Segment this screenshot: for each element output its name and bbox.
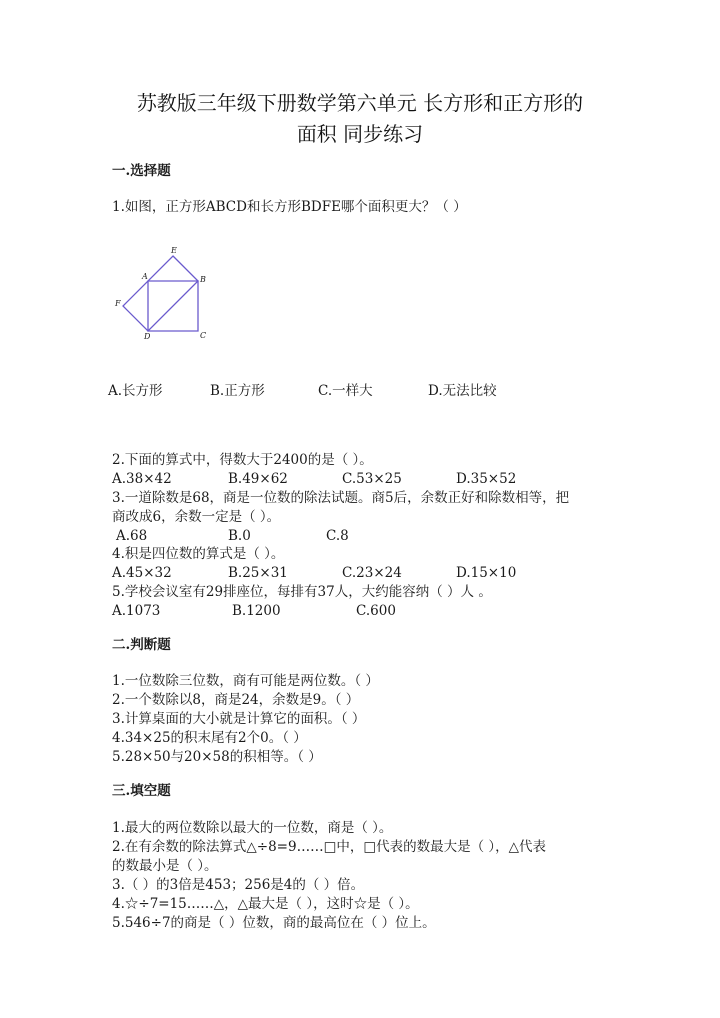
question-4-text: 4.积是四位数的算式是（ ）。: [112, 546, 285, 562]
q3-option-b: B.0: [228, 528, 251, 544]
judge-item-4: 4.34×25的积末尾有2个0。（ ）: [112, 730, 307, 746]
fill-item-2-continued: 的数最小是（ ）。: [112, 858, 218, 874]
q3-option-a: A.68: [116, 528, 148, 544]
fill-item-1: 1.最大的两位数除以最大的一位数，商是（ ）。: [112, 820, 393, 836]
q2-option-b: B.49×62: [228, 471, 288, 487]
q1-option-d: D.无法比较: [428, 383, 497, 399]
fill-item-3: 3.（ ）的3倍是453；256是4的（ ）倍。: [112, 877, 365, 893]
judge-item-5: 5.28×50与20×58的积相等。（ ）: [112, 749, 322, 765]
q2-option-a: A.38×42: [112, 471, 172, 487]
q2-option-c: C.53×25: [342, 471, 402, 487]
title-line-1: 苏教版三年级下册数学第六单元 长方形和正方形的: [136, 91, 584, 115]
q4-option-c: C.23×24: [342, 565, 402, 581]
question-1-text: 1.如图，正方形ABCD和长方形BDFE哪个面积更大？（ ）: [112, 199, 467, 215]
label-d: D: [144, 332, 151, 341]
label-b: B: [200, 275, 206, 284]
question-2-text: 2.下面的算式中，得数大于2400的是（ ）。: [112, 452, 373, 468]
label-e: E: [171, 246, 177, 255]
q3-option-c: C.8: [326, 528, 349, 544]
section-heading-choice: 一.选择题: [112, 163, 171, 179]
q5-option-a: A.1073: [112, 603, 161, 619]
question-3-text-line-2: 商改成6，余数一定是（ ）。: [112, 509, 281, 525]
q2-option-d: D.35×52: [456, 471, 517, 487]
label-f: F: [115, 299, 121, 308]
q4-option-b: B.25×31: [228, 565, 288, 581]
fill-item-2: 2.在有余数的除法算式△÷8=9……□中，□代表的数最大是（ ），△代表: [112, 839, 546, 855]
q4-option-a: A.45×32: [112, 565, 172, 581]
fill-item-4: 4.☆÷7=15……△，△最大是（ ），这时☆是（ ）。: [112, 896, 419, 912]
question-5-text: 5.学校会议室有29排座位，每排有37人，大约能容纳（ ）人 。: [112, 584, 492, 600]
fill-item-5: 5.546÷7的商是（ ）位数，商的最高位在（ ）位上。: [112, 915, 436, 931]
judge-item-2: 2.一个数除以8，商是24，余数是9。（ ）: [112, 692, 360, 708]
q5-option-c: C.600: [356, 603, 396, 619]
square-rectangle-figure: [110, 244, 220, 344]
section-heading-fill: 三.填空题: [112, 783, 171, 799]
q1-option-b: B.正方形: [210, 383, 265, 399]
judge-item-3: 3.计算桌面的大小就是计算它的面积。（ ）: [112, 711, 366, 727]
rectangle-bdfe: [123, 256, 198, 331]
judge-item-1: 1.一位数除三位数，商有可能是两位数。（ ）: [112, 673, 379, 689]
question-3-text-line-1: 3.一道除数是68，商是一位数的除法试题。商5后，余数正好和除数相等，把: [112, 490, 570, 506]
q1-option-c: C.一样大: [318, 383, 373, 399]
section-heading-judge: 二.判断题: [112, 637, 171, 653]
q4-option-d: D.15×10: [456, 565, 517, 581]
title-line-2: 面积 同步练习: [296, 122, 424, 146]
label-c: C: [200, 331, 207, 340]
q5-option-b: B.1200: [232, 603, 281, 619]
label-a: A: [142, 272, 148, 281]
q1-option-a: A.长方形: [108, 383, 163, 399]
page-title: [80, 88, 640, 150]
